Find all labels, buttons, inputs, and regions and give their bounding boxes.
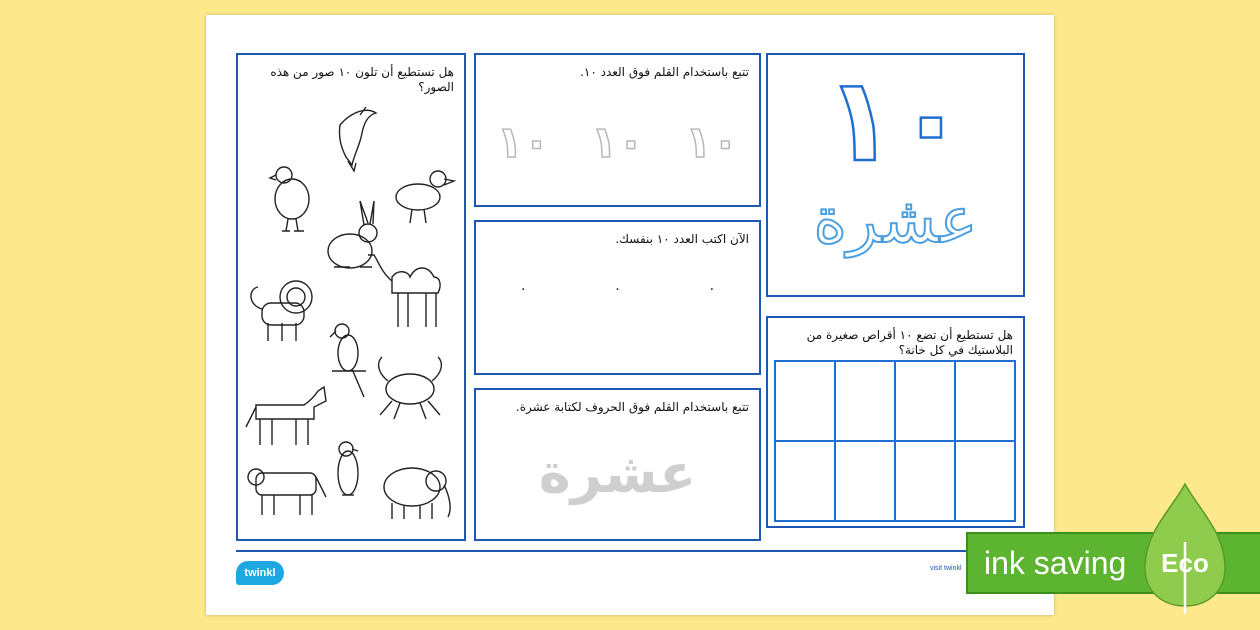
trace-numeral: ١٠ (496, 117, 551, 168)
ten-frame-grid (774, 360, 1016, 522)
start-dot: . (615, 278, 620, 294)
twinkl-logo[interactable]: twinkl (236, 561, 284, 585)
elephant-icon[interactable] (384, 468, 450, 519)
worksheet (206, 15, 1054, 615)
color-animals-panel (236, 53, 466, 541)
frame-cell[interactable] (955, 441, 1015, 521)
ten-frame-panel (766, 316, 1025, 528)
start-dot: . (709, 278, 715, 294)
trace-numeral: ١٠ (684, 117, 739, 168)
frame-cell[interactable] (955, 361, 1015, 441)
trace-number-instruction: تتبع باستخدام القلم فوق العدد ١٠. (580, 65, 749, 79)
hen-icon[interactable] (270, 167, 309, 231)
trace-numerals (476, 117, 759, 168)
frame-cell[interactable] (835, 441, 895, 521)
frame-cell[interactable] (895, 361, 955, 441)
frame-cell[interactable] (895, 441, 955, 521)
ink-saving-label: ink saving (984, 545, 1127, 581)
numeral-ten-outline: ١٠ (824, 53, 967, 188)
trace-numeral: ١٠ (590, 117, 645, 168)
visit-link[interactable]: visit twinkl (930, 565, 962, 572)
trace-word-ten: عشرة (538, 442, 697, 505)
camel-icon[interactable] (368, 255, 440, 327)
crab-icon[interactable] (379, 357, 442, 419)
penguin-icon[interactable] (338, 442, 358, 495)
color-animals-instruction: هل تستطيع أن تلون ١٠ صور من هذه الصور؟ (270, 65, 454, 94)
donkey-icon[interactable] (246, 387, 326, 445)
cow-icon[interactable] (248, 469, 326, 515)
start-dots (476, 278, 759, 294)
eco-leaf-icon (1143, 482, 1227, 616)
dolphin-icon[interactable] (339, 107, 376, 171)
number-display-panel (766, 53, 1025, 297)
animal-drawings (242, 101, 460, 521)
puffin-icon[interactable] (396, 171, 454, 223)
write-number-instruction: الآن اكتب العدد ١٠ بنفسك. (615, 232, 749, 246)
word-ten-outline: عشرة (813, 184, 978, 258)
frame-cell[interactable] (775, 361, 835, 441)
trace-number-panel (474, 53, 761, 207)
ten-frame-instruction: هل تستطيع أن تضع ١٠ أقراص صغيرة من البلاستيك في كل خانة؟ (806, 328, 1013, 357)
trace-word-instruction: تتبع باستخدام القلم فوق الحروف لكتابة عشرة. (515, 400, 749, 414)
write-number-panel (474, 220, 761, 375)
start-dot: . (520, 278, 526, 294)
rabbit-icon[interactable] (328, 201, 377, 268)
lion-icon[interactable] (251, 281, 312, 341)
footer-divider (236, 550, 1024, 552)
trace-word-panel (474, 388, 761, 541)
frame-cell[interactable] (835, 361, 895, 441)
frame-cell[interactable] (775, 441, 835, 521)
parrot-icon[interactable] (330, 324, 366, 397)
eco-badge-label: Eco (1161, 548, 1209, 578)
